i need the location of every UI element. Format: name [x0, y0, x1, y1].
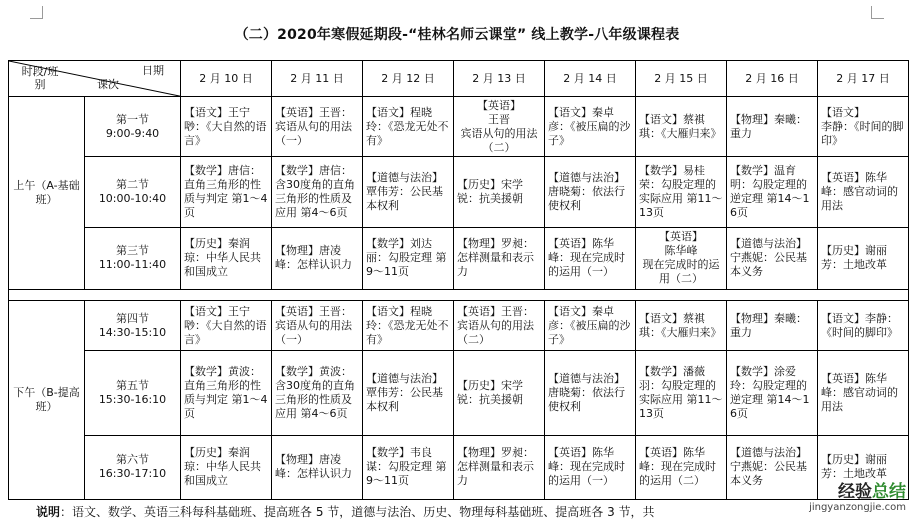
table-row [9, 435, 909, 499]
class-cell: 【道德与法治】唐晓菊：依法行使权利 [545, 157, 636, 227]
slot-label: 第一节 9:00-9:40 [85, 97, 181, 157]
table-row [9, 301, 909, 351]
watermark-logo [809, 484, 906, 501]
class-cell: 【数学】潘薇羽：勾股定理的实际应用 第11～13页 [636, 351, 727, 435]
class-cell: 【语文】秦卓彦：《被压扁的沙子》 [545, 97, 636, 157]
class-cell: 【历史】谢丽芳：土地改革 [818, 435, 909, 499]
document-title: （二）2020年寒假延期段-“桂林名师云课堂” 线上教学-八年级课程表 [234, 27, 680, 43]
page-corner-mark-right [871, 6, 884, 19]
class-cell: 【数学】黄波：含30度角的直角三角形的性质及应用 第4～6页 [272, 351, 363, 435]
watermark-text-a: 经验 [838, 482, 872, 502]
watermark-text-b: 总结 [872, 482, 906, 502]
class-cell: 【语文】蔡褀琪：《大雁归来》 [636, 97, 727, 157]
slot-column-label: 课次 [97, 78, 119, 92]
class-cell: 【历史】秦润琼：中华人民共和国成立 [181, 435, 272, 499]
class-cell: 【数学】涂爱玲：勾股定理的逆定理 第14～16页 [727, 351, 818, 435]
footnote [36, 503, 655, 520]
table-row [9, 97, 909, 157]
class-cell: 【道德与法治】覃伟芳：公民基本权利 [363, 351, 454, 435]
table-gap [9, 290, 909, 301]
class-cell: 【物理】秦曦：重力 [727, 97, 818, 157]
date-header: 2 月 15 日 [636, 61, 727, 97]
class-cell: 【英语】 王晋 宾语从句的用法（二） [454, 97, 545, 157]
period-column-label [13, 65, 67, 91]
class-cell: 【英语】陈华峰：现在完成时的运用（二） [636, 435, 727, 499]
table-row [9, 227, 909, 289]
class-cell: 【物理】罗昶：怎样测量和表示力 [454, 227, 545, 289]
class-cell: 【物理】罗昶：怎样测量和表示力 [454, 435, 545, 499]
class-cell: 【物理】唐凌峰：怎样认识力 [272, 435, 363, 499]
class-cell: 【数学】唐信：直角三角形的性质与判定 第1～4页 [181, 157, 272, 227]
slot-label: 第二节 10:00-10:40 [85, 157, 181, 227]
header-row [9, 61, 909, 97]
class-cell: 【语文】程晓玲：《恐龙无处不有》 [363, 97, 454, 157]
class-cell: 【历史】宋学锐：抗美援朝 [454, 351, 545, 435]
slot-label: 第六节 16:30-17:10 [85, 435, 181, 499]
class-cell: 【历史】宋学锐：抗美援朝 [454, 157, 545, 227]
class-cell: 【历史】谢丽芳：土地改革 [818, 227, 909, 289]
class-cell: 【道德与法治】覃伟芳：公民基本权利 [363, 157, 454, 227]
date-header: 2 月 13 日 [454, 61, 545, 97]
slot-label: 第五节 15:30-16:10 [85, 351, 181, 435]
date-header: 2 月 11 日 [272, 61, 363, 97]
period-label-line1: 时段/班 [21, 65, 59, 78]
class-cell: 【道德与法治】宁燕妮：公民基本义务 [727, 435, 818, 499]
class-cell: 【道德与法治】宁燕妮：公民基本义务 [727, 227, 818, 289]
class-cell: 【英语】王晋：宾语从句的用法（一） [272, 301, 363, 351]
date-header: 2 月 10 日 [181, 61, 272, 97]
date-header: 2 月 14 日 [545, 61, 636, 97]
slot-label: 第四节 14:30-15:10 [85, 301, 181, 351]
class-cell: 【数学】黄波：直角三角形的性质与判定 第1～4页 [181, 351, 272, 435]
class-cell: 【数学】唐信：含30度角的直角三角形的性质及应用 第4～6页 [272, 157, 363, 227]
class-cell: 【数学】易桂荣：勾股定理的实际应用 第11～13页 [636, 157, 727, 227]
slot-label: 第三节 11:00-11:40 [85, 227, 181, 289]
date-header: 2 月 17 日 [818, 61, 909, 97]
date-header: 2 月 12 日 [363, 61, 454, 97]
class-cell: 【英语】陈华峰：感官动词的用法 [818, 351, 909, 435]
class-cell: 【物理】唐凌峰：怎样认识力 [272, 227, 363, 289]
date-column-label: 日期 [142, 64, 164, 77]
header-corner-cell [9, 61, 181, 97]
class-cell: 【物理】秦曦：重力 [727, 301, 818, 351]
table-row [9, 157, 909, 227]
class-cell: 【英语】陈华峰：现在完成时的运用（一） [545, 435, 636, 499]
class-cell: 【数学】韦良谋：勾股定理 第9～11页 [363, 435, 454, 499]
footnote-text: ：语文、数学、英语三科每科基础班、提高班各 5 节，道德与法治、历史、物理每科基础班、提高班各 3 节，共 [60, 505, 655, 519]
class-cell: 【语文】王宁唦：《大自然的语言》 [181, 97, 272, 157]
class-cell: 【数学】温育明：勾股定理的逆定理 第14～16页 [727, 157, 818, 227]
watermark [809, 484, 906, 513]
class-cell: 【语文】王宁唦：《大自然的语言》 [181, 301, 272, 351]
watermark-url: jingyanzongjie.com [809, 502, 906, 513]
class-cell: 【语文】李静：《时间的脚印》 [818, 301, 909, 351]
class-cell: 【英语】王晋：宾语从句的用法（二） [454, 301, 545, 351]
class-cell: 【语文】 李静：《时间的脚印》 [818, 97, 909, 157]
afternoon-period-label: 下午（B-提高班） [9, 301, 85, 500]
period-label-line2: 别 [34, 78, 46, 91]
page-corner-mark-left [30, 6, 43, 19]
class-cell: 【语文】程晓玲：《恐龙无处不有》 [363, 301, 454, 351]
class-cell: 【道德与法治】唐晓菊：依法行使权利 [545, 351, 636, 435]
schedule-table [8, 60, 909, 500]
table-row [9, 351, 909, 435]
class-cell: 【历史】秦润琼：中华人民共和国成立 [181, 227, 272, 289]
class-cell: 【语文】秦卓彦：《被压扁的沙子》 [545, 301, 636, 351]
footnote-label: 说明 [36, 505, 61, 519]
class-cell: 【数学】刘达丽：勾股定理 第9～11页 [363, 227, 454, 289]
separator-row [9, 290, 909, 301]
date-header: 2 月 16 日 [727, 61, 818, 97]
class-cell: 【英语】陈华峰：现在完成时的运用（一） [545, 227, 636, 289]
class-cell: 【语文】蔡褀琪：《大雁归来》 [636, 301, 727, 351]
class-cell: 【英语】 陈华峰 现在完成时的运用（二） [636, 227, 727, 289]
class-cell: 【英语】王晋：宾语从句的用法（一） [272, 97, 363, 157]
class-cell: 【英语】陈华峰：感官动词的用法 [818, 157, 909, 227]
morning-period-label: 上午（A-基础班） [9, 97, 85, 290]
